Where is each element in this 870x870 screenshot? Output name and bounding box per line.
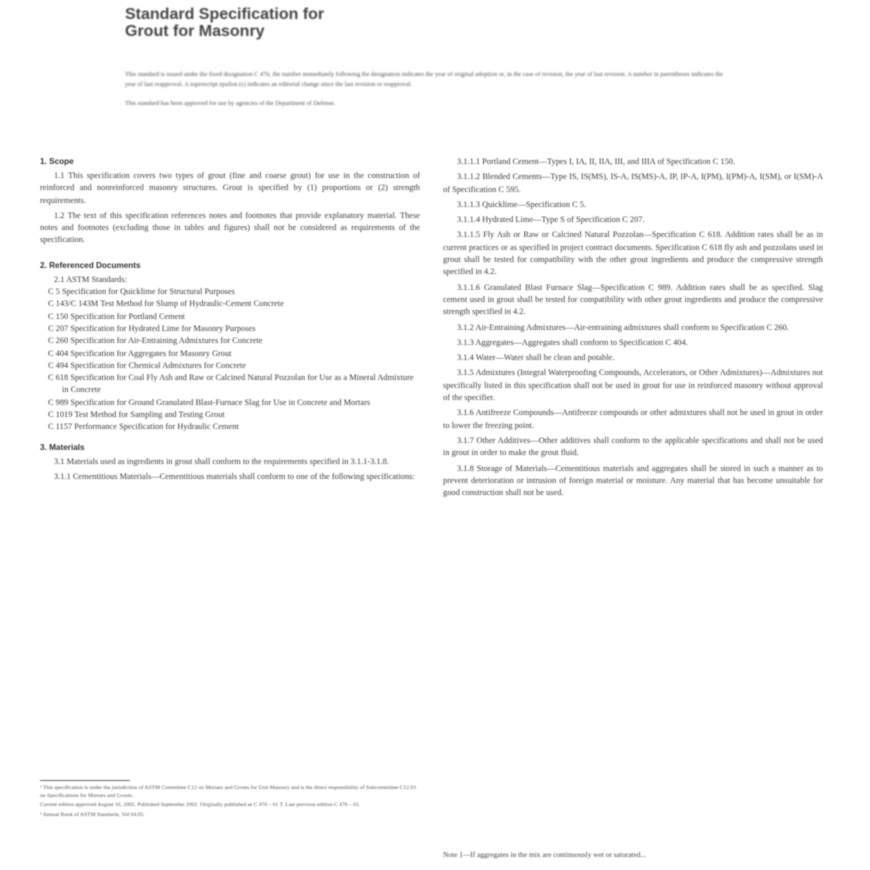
list-item: C 494 Specification for Chemical Admixtures for Concrete bbox=[48, 360, 246, 370]
footnote-rule bbox=[40, 780, 130, 781]
paragraph: 3.1.4 Water—Water shall be clean and potable. bbox=[457, 353, 615, 363]
title-line-2: Grout for Masonry bbox=[125, 23, 265, 40]
materials-heading: 3. Materials bbox=[40, 442, 85, 452]
scope-paragraph-1: 1.1 This specification covers two types of grout (fine and coarse grout) for use in the construction of reinforced and nonreinforced masonry structures. Grout is specified by (1) proportions or (2) strength requirements. bbox=[40, 171, 420, 205]
paragraph: 3.1.5 Admixtures (Integral Waterproofing Compounds, Accelerators, or Other Admixtures)—Admixtures not specifically listed in this specification shall not be used in grout for use in reinforced masonry without approval of the specifier. bbox=[443, 368, 823, 403]
title-line-1: Standard Specification for bbox=[125, 6, 325, 23]
scope-paragraph-2: 1.2 The text of this specification references notes and footnotes that provide explanatory material. These notes and footnotes (excluding those in tables and figures) shall not be considered as requirements of the specification. bbox=[40, 210, 420, 245]
right-column bbox=[443, 156, 823, 502]
intro-paragraph-2: This standard has been approved for use by agencies of the Department of Defense. bbox=[125, 100, 336, 107]
paragraph: 3.1.1.5 Fly Ash or Raw or Calcined Natural Pozzolan—Specification C 618. Addition rates shall be as in current practices or as specified in project contract documents. Specification C 618 fly ash and pozzolans used in grout shall be tested for compatibility with the other grout ingredients and produce the compressive strength specified in 4.2. bbox=[443, 230, 823, 277]
intro-block bbox=[125, 70, 730, 119]
paragraph: 3.1.6 Antifreeze Compounds—Antifreeze compounds or other admixtures shall not be used in grout in order to lower the freezing point. bbox=[443, 408, 823, 430]
footnotes bbox=[40, 780, 420, 821]
list-item: C 143/C 143M Test Method for Slump of Hydraulic-Cement Concrete bbox=[48, 299, 284, 309]
paragraph: 3.1.2 Air-Entraining Admixtures—Air-entraining admixtures shall conform to Specification C 260. bbox=[457, 322, 789, 332]
note-1: Note 1—If aggregates in the mix are continuously wet or saturated... bbox=[443, 850, 646, 859]
paragraph: 3.1.3 Aggregates—Aggregates shall conform to Specification C 404. bbox=[457, 337, 688, 347]
paragraph: 3.1.1.4 Hydrated Lime—Type S of Specification C 207. bbox=[457, 215, 645, 225]
document-title bbox=[125, 6, 745, 40]
left-column bbox=[40, 156, 420, 486]
footnote-2: Current edition approved August 10, 2002. Published September 2002. Originally published as C 476 – 61 T. Last previous edition C 476 – 01. bbox=[40, 802, 361, 809]
list-item: 2.1 ASTM Standards: bbox=[54, 274, 127, 284]
paragraph: 3.1.1.3 Quicklime—Specification C 5. bbox=[457, 199, 587, 209]
materials-paragraph-1: 3.1 Materials used as ingredients in grout shall conform to the requirements specified in 3.1.1-3.1.8. bbox=[54, 456, 389, 466]
footnote-1: ¹ This specification is under the jurisdiction of ASTM Committee C12 on Mortars and Grouts for Unit Masonry and is the direct responsibility of Subcommittee C12.03 on Specifications for Mortars and Grouts. bbox=[40, 785, 416, 799]
referenced-documents-heading: 2. Referenced Documents bbox=[40, 260, 141, 270]
list-item: C 618 Specification for Coal Fly Ash and Raw or Calcined Natural Pozzolan for Use as a Mineral Admixture in Concrete bbox=[48, 373, 414, 395]
materials-paragraph-2: 3.1.1 Cementitious Materials—Cementitious materials shall conform to one of the following specifications: bbox=[54, 471, 415, 481]
list-item: C 150 Specification for Portland Cement bbox=[48, 311, 185, 321]
paragraph: 3.1.1.1 Portland Cement—Types I, IA, II, IIA, III, and IIIA of Specification C 150. bbox=[457, 157, 736, 166]
paragraph: 3.1.1.2 Blended Cements—Type IS, IS(MS), IS-A, IS(MS)-A, IP, IP-A, I(PM), I(PM)-A, I(SM), or I(SM)-A of Specification C 595. bbox=[443, 172, 823, 194]
paragraph: 3.1.7 Other Additives—Other additives shall conform to the applicable specifications and shall not be used in grout in order to make the grout fluid. bbox=[443, 435, 823, 458]
list-item: C 404 Specification for Aggregates for Masonry Grout bbox=[48, 348, 232, 358]
list-item: C 5 Specification for Quicklime for Structural Purposes bbox=[48, 287, 235, 297]
referenced-documents-list bbox=[40, 274, 420, 434]
list-item: C 1157 Performance Specification for Hydraulic Cement bbox=[48, 422, 239, 432]
paragraph: 3.1.1.6 Granulated Blast Furnace Slag—Specification C 989. Addition rates shall be as specified. Slag cement used in grout shall be tested for compatibility with other grout ingredients and produce the compressive strength specified in 4.2. bbox=[443, 282, 823, 317]
scope-heading: 1. Scope bbox=[40, 157, 74, 166]
list-item: C 989 Specification for Ground Granulated Blast-Furnace Slag for Use in Concrete and Mortars bbox=[48, 397, 371, 407]
intro-paragraph-1: This standard is issued under the fixed designation C 476; the number immediately following the designation indicates the year of original adoption or, in the case of revision, the year of last revision. A number in parentheses indicates the year of last reapproval. A superscript epsilon (ε) indicates an editorial change since the last revision or reapproval. bbox=[125, 71, 723, 88]
list-item: C 1019 Test Method for Sampling and Testing Grout bbox=[48, 410, 225, 420]
list-item: C 207 Specification for Hydrated Lime for Masonry Purposes bbox=[48, 323, 256, 333]
list-item: C 260 Specification for Air-Entraining Admixtures for Concrete bbox=[48, 336, 263, 346]
footnote-3: ² Annual Book of ASTM Standards, Vol 04.05. bbox=[40, 811, 145, 818]
paragraph: 3.1.8 Storage of Materials—Cementitious materials and aggregates shall be stored in such a manner as to prevent deterioration or intrusion of foreign material or moisture. Any material that has become unsuitable for good construction shall not be used. bbox=[443, 463, 823, 498]
